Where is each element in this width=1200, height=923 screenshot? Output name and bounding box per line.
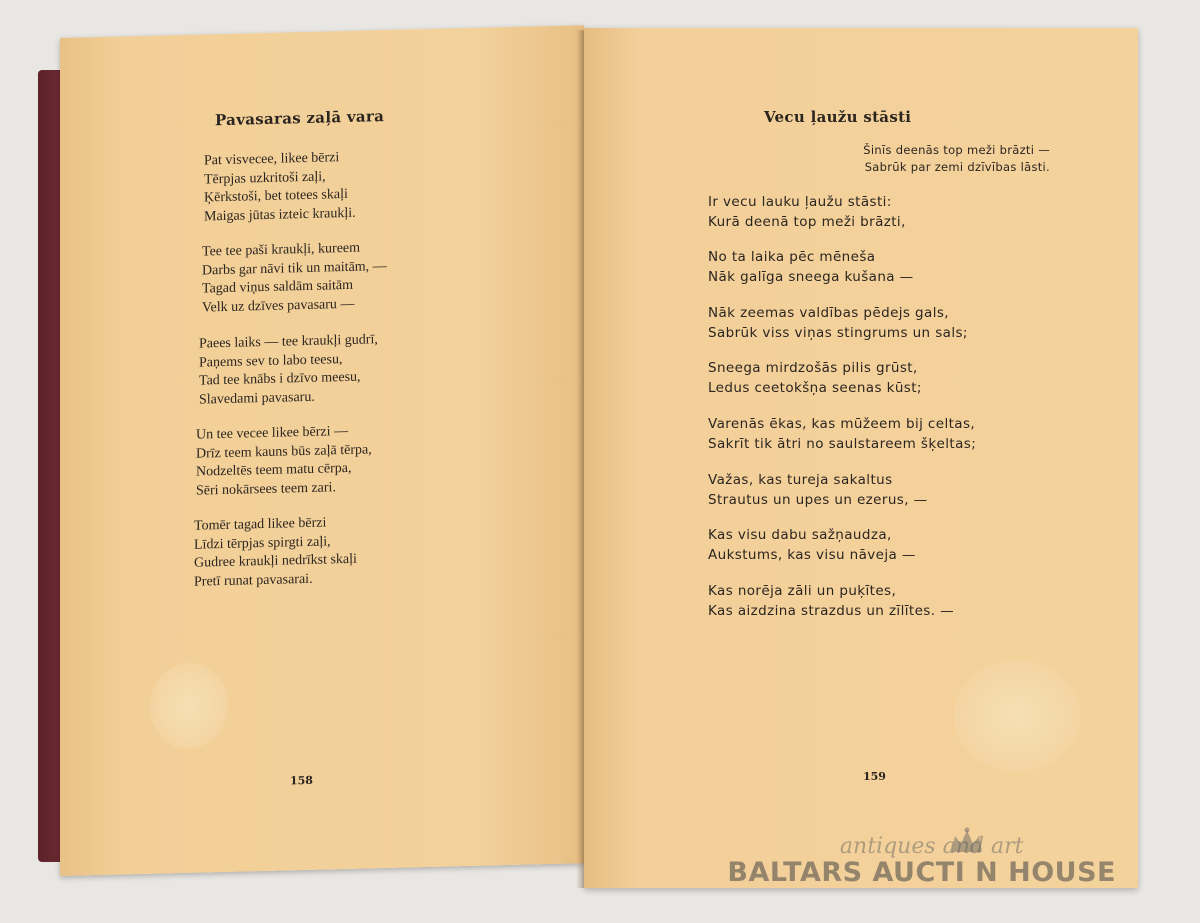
poem-line: Drīz teem kauns būs zaļā tērpa, [196,441,372,462]
left-stanza [199,331,378,409]
right-page [584,28,1138,888]
poem-line: No ta laika pēc mēneša [708,249,876,265]
poem-line: Maigas jūtas izteic kraukļi. [204,205,356,224]
poem-line: Nāk zeemas valdības pēdejs gals, [708,305,949,321]
poem-line: Sēri nokārsees teem zari. [196,479,336,499]
right-stanza [708,192,906,232]
poem-line: Un tee vecee likee bērzi — [196,423,348,443]
poem-line: Ir vecu lauku ļaužu stāsti: [708,194,892,210]
poem-line: Pat visvecee, likee bērzi [204,150,340,169]
left-poem-title: Pavasaras zaļā vara [215,107,385,130]
epigraph-line: Šinīs deenās top meži brāzti — [863,143,1050,157]
page-number: 159 [863,770,886,783]
poem-line: Kas norēja zāli un puķītes, [708,583,897,599]
poem-line: Kas visu dabu sažņaudza, [708,527,892,543]
left-stanza [196,422,372,500]
poem-line: Tagad viņus saldām saitām [202,277,354,297]
poem-line: Kas aizdzina strazdus un zīlītes. — [708,603,954,619]
left-stanza [202,239,387,318]
poem-line: Sabrūk viss viņas stingrums un sals; [708,325,968,341]
poem-line: Pretī runat pavasarai. [194,571,313,590]
poem-line: Paņems sev to labo teesu, [199,351,343,371]
page-number: 158 [290,773,313,788]
left-stanza [204,149,356,227]
poem-line: Līdzi tērpjas spirgti zaļi, [194,533,331,553]
right-stanza [708,525,916,565]
poem-line: Aukstums, kas visu nāveja — [708,547,916,563]
poem-line: Velk uz dzīves pavasaru — [202,296,355,316]
watermark-tagline: antiques and art [839,834,1024,859]
poem-line: Strautus un upes un ezerus, — [708,492,928,508]
poem-line: Tad tee knābs i dzīvo meesu, [199,369,361,389]
watermark-name: BALTARS AUCTI N HOUSE [727,857,1116,888]
poem-line: Kurā deenā top meži brāzti, [708,214,906,230]
poem-line: Ledus ceetokšņa seenas kūst; [708,380,922,396]
poem-line: Gudree kraukļi nedrīkst skaļi [194,551,357,571]
right-stanza [708,470,928,510]
poem-line: Tērpjas uzkritoši zaļi, [204,169,326,187]
right-stanza [708,358,922,398]
poem-line: Darbs gar nāvi tik un maitām, — [202,258,387,279]
auction-house-watermark [727,834,1116,888]
poem-line: Sakrīt tik ātri no saulstareem šķeltas; [708,436,977,452]
poem-line: Sneega mirdzošās pilis grūst, [708,360,918,376]
poem-line: Važas, kas tureja sakaltus [708,472,893,488]
right-stanza [708,247,914,287]
poem-line: Nāk galīga sneega kušana — [708,269,914,285]
right-stanza [708,581,954,621]
page-stain [150,662,228,750]
epigraph-line: Sabrūk par zemi dzīvības lāsti. [864,160,1050,174]
poem-line: Varenās ēkas, kas mūžeem bij celtas, [708,416,976,432]
poem-line: Nodzeltēs teem matu cērpa, [196,460,352,480]
poem-line: Tomēr tagad likee bērzi [194,515,327,534]
poem-line: Paees laiks — tee kraukļi gudrī, [199,332,378,352]
right-stanza [708,414,976,454]
epigraph [863,142,1050,176]
right-poem-title: Vecu ļaužu stāsti [764,108,912,126]
left-page [60,25,584,876]
poem-line: Ķērkstoši, bet totees skaļi [204,186,348,206]
page-stain [954,660,1080,772]
poem-line: Tee tee paši kraukļi, kureem [202,240,361,260]
left-stanza [194,514,357,592]
poem-line: Slavedami pavasaru. [199,389,315,408]
right-stanza [708,303,968,343]
